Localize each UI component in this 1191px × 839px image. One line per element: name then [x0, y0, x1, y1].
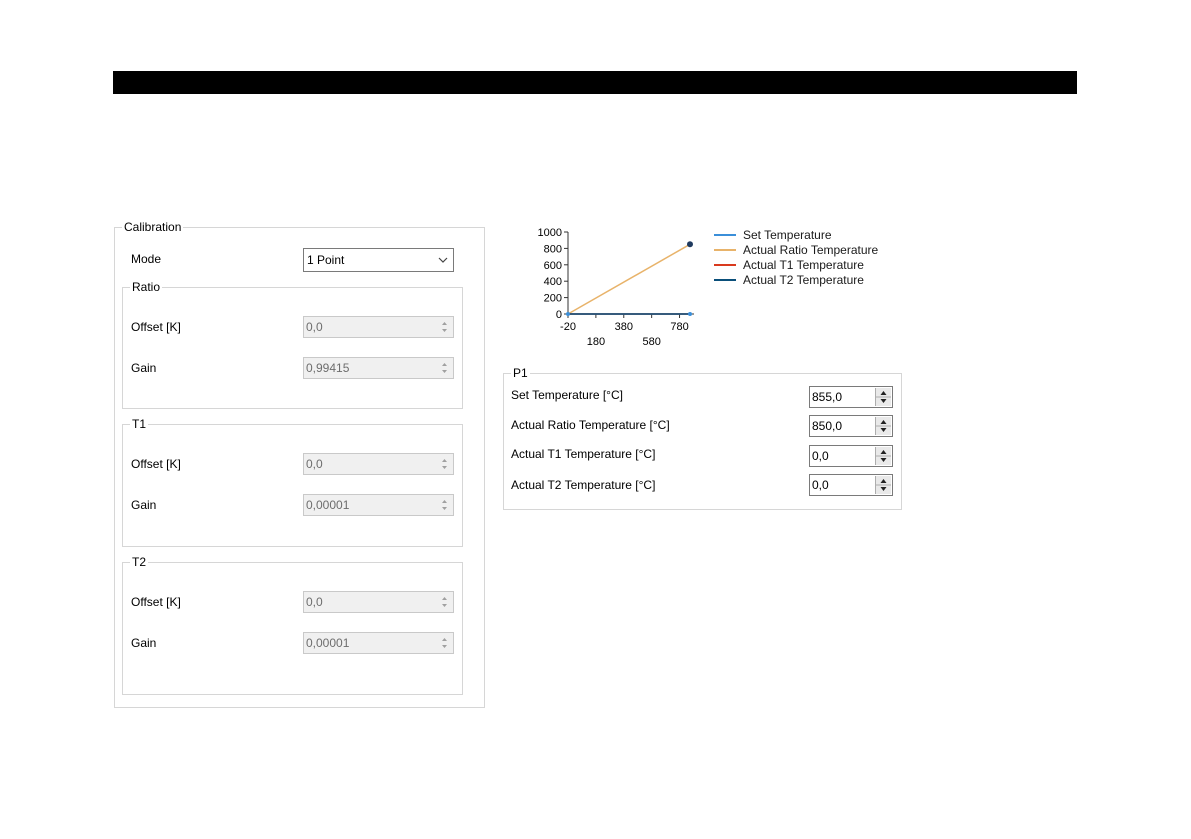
t1-group	[122, 417, 463, 547]
actual-t2-temperature-stepper[interactable]	[809, 474, 893, 496]
legend-label: Actual T1 Temperature	[743, 258, 864, 272]
t2-gain-value: 0,00001	[306, 636, 350, 650]
ratio-gain-value: 0,99415	[306, 361, 350, 375]
x-tick-label: -20	[560, 321, 576, 333]
actual-t2-temperature-value: 0,0	[812, 478, 829, 492]
t2-offset-value: 0,0	[306, 595, 323, 609]
ratio-gain-label: Gain	[131, 361, 157, 375]
actual-ratio-temperature-label: Actual Ratio Temperature [°C]	[511, 418, 670, 432]
chevron-down-icon	[437, 252, 449, 268]
set-temperature-value: 855,0	[812, 390, 843, 404]
y-tick-label: 1000	[537, 227, 562, 239]
stepper-arrows-icon[interactable]	[875, 417, 891, 435]
data-point-marker	[688, 312, 692, 316]
t1-offset-label: Offset [K]	[131, 457, 181, 471]
stepper-arrows-icon[interactable]	[437, 496, 452, 514]
y-tick-label: 0	[555, 309, 562, 321]
y-tick-label: 200	[543, 292, 562, 305]
legend-label: Actual T2 Temperature	[743, 273, 864, 287]
set-temperature-stepper[interactable]	[809, 386, 893, 408]
legend-label: Actual Ratio Temperature	[743, 243, 879, 257]
mode-label: Mode	[131, 252, 162, 266]
temperature-chart	[520, 222, 900, 356]
actual-t1-temperature-label: Actual T1 Temperature [°C]	[511, 447, 656, 461]
t2-group	[122, 555, 463, 695]
stepper-arrows-icon[interactable]	[437, 634, 452, 652]
y-tick-label: 600	[543, 259, 562, 272]
t2-offset-label: Offset [K]	[131, 595, 181, 609]
t1-gain-value: 0,00001	[306, 498, 350, 512]
ratio-offset-label: Offset [K]	[131, 320, 181, 334]
x-tick-label: 580	[642, 336, 661, 348]
stepper-arrows-icon[interactable]	[875, 476, 891, 494]
t1-offset-value: 0,0	[306, 457, 323, 471]
ratio-group	[122, 280, 463, 409]
data-point-marker	[687, 241, 693, 247]
ratio-offset-value: 0,0	[306, 320, 323, 334]
mode-dropdown[interactable]	[303, 248, 454, 272]
t1-gain-label: Gain	[131, 498, 157, 512]
stepper-arrows-icon[interactable]	[875, 388, 891, 406]
series-line	[568, 244, 690, 314]
data-point-marker	[566, 312, 570, 316]
x-tick-label: 380	[614, 321, 633, 333]
ratio-offset-stepper[interactable]	[303, 316, 454, 338]
actual-t1-temperature-value: 0,0	[812, 449, 829, 463]
y-tick-label: 800	[543, 243, 562, 256]
actual-t1-temperature-stepper[interactable]	[809, 445, 893, 467]
actual-ratio-temperature-value: 850,0	[812, 419, 843, 433]
t1-gain-stepper[interactable]	[303, 494, 454, 516]
stepper-arrows-icon[interactable]	[437, 318, 452, 336]
p1-title: P1	[513, 366, 528, 380]
ratio-gain-stepper[interactable]	[303, 357, 454, 379]
stepper-arrows-icon[interactable]	[437, 455, 452, 473]
x-tick-label: 180	[586, 336, 606, 348]
t2-title: T2	[132, 555, 147, 569]
legend-label: Set Temperature	[743, 228, 832, 242]
header-bar	[113, 71, 1077, 94]
mode-selected-value: 1 Point	[307, 253, 345, 267]
calibration-title: Calibration	[124, 220, 182, 234]
t1-title: T1	[132, 417, 147, 431]
set-temperature-label: Set Temperature [°C]	[511, 388, 623, 402]
t2-gain-stepper[interactable]	[303, 632, 454, 654]
ratio-title: Ratio	[132, 280, 161, 294]
x-tick-label: 780	[670, 321, 689, 333]
stepper-arrows-icon[interactable]	[875, 447, 891, 465]
y-tick-label: 400	[543, 276, 562, 289]
t2-gain-label: Gain	[131, 636, 157, 650]
actual-ratio-temperature-stepper[interactable]	[809, 415, 893, 437]
stepper-arrows-icon[interactable]	[437, 593, 452, 611]
stepper-arrows-icon[interactable]	[437, 359, 452, 377]
t1-offset-stepper[interactable]	[303, 453, 454, 475]
actual-t2-temperature-label: Actual T2 Temperature [°C]	[511, 478, 656, 492]
t2-offset-stepper[interactable]	[303, 591, 454, 613]
